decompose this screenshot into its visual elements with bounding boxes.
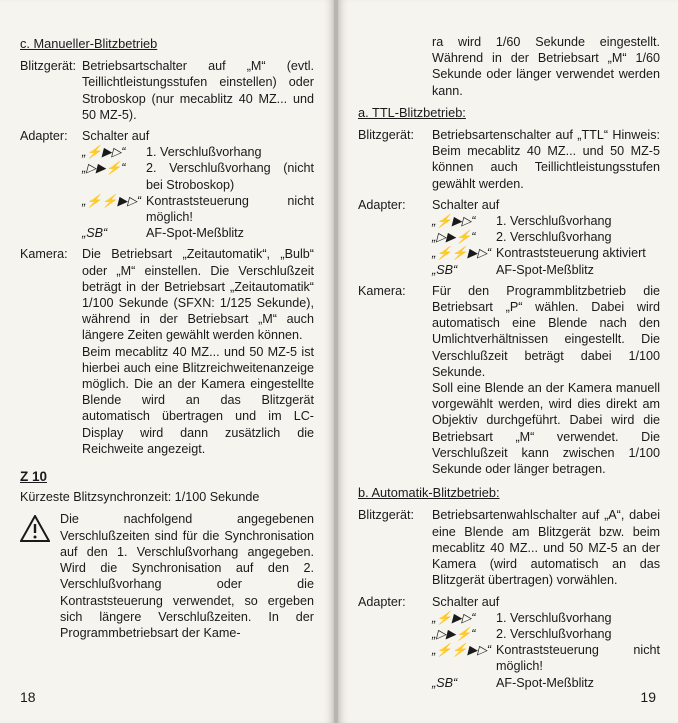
adapter-symbol: „▷▶⚡“ [432, 230, 476, 245]
adapter-symbol: „SB“ [432, 675, 458, 690]
kamera-text: Die Betriebsart „Zeitautomatik“, „Bulb“ oder „M“ einstellen. Die Verschlußzeit beträgt in der Betriebsart „Zeitautomatik“ 1/100 Sekunde (SFXN: 1/125 Sekunde), während in der Betriebsart „M“ auch längere Zeiten gewählt werden können. [82, 247, 314, 343]
warning-triangle-icon [20, 511, 60, 641]
adapter-item [432, 675, 660, 691]
adapter-list-b [432, 594, 660, 691]
blitzgeraet-text-a: Betriebsartenschalter auf „TTL“ Hinweis: Beim mecablitz 40 MZ... und 50 MZ-5 können auch Teillichtleistungsstufen gewählt werden. [432, 128, 660, 191]
adapter-symbol: „▷▶⚡“ [432, 626, 476, 641]
blitzgeraet-row [20, 58, 314, 123]
adapter-symbol: „▷▶⚡“ [82, 161, 126, 176]
adapter-item [432, 213, 660, 229]
warning-text: Die nachfolgend angegebenen Verschlußzeiten sind für die Synchronisation auf den 1. Verschlußvorhang angegeben. Wird die Synchronisation auf den 2. Verschlußvorhang oder die Kontraststeuerung verwendet, so ergeben sich längere Verschlußzeiten. In der Programmbetriebsart der Kame- [60, 512, 314, 640]
kamera-text-block [82, 246, 314, 457]
adapter-desc: 1. Verschlußvorhang [146, 145, 262, 160]
adapter-desc: AF-Spot-Meßblitz [146, 226, 244, 241]
adapter-row-a [358, 197, 660, 278]
adapter-label: Adapter: [358, 594, 406, 609]
section-heading-a: a. TTL-Blitzbetrieb: [358, 104, 466, 120]
warning-block [20, 511, 314, 641]
adapter-symbol: „⚡⚡▶▷“ [82, 193, 142, 208]
kamera-text-2: Beim mecablitz 40 MZ... und 50 MZ-5 ist hierbei auch eine Blitzreichweitenanzeige möglich. Die an der Kamera eingestellte Blende wird an das Blitzgerät automatisch übertragen und im LC-Display wird dann zusätzlich die Reichweite angezeigt. [82, 344, 314, 456]
page-right [338, 0, 678, 723]
adapter-symbol: „⚡⚡▶▷“ [432, 643, 492, 658]
adapter-item [82, 225, 314, 241]
adapter-desc: Kontraststeuerung nicht möglich! [496, 643, 660, 674]
adapter-desc: 2. Verschlußvorhang [496, 626, 612, 641]
adapter-head: Schalter auf [82, 129, 150, 144]
adapter-item [432, 626, 660, 642]
blitzgeraet-label: Blitzgerät: [358, 128, 414, 143]
adapter-head: Schalter auf [432, 594, 500, 609]
adapter-desc: 1. Verschlußvorhang [496, 214, 612, 229]
adapter-desc: AF-Spot-Meßblitz [496, 675, 594, 690]
continuation-text: ra wird 1/60 Sekunde eingestellt. Während in der Betriebsart „M“ 1/60 Sekunde oder länger verwendet werden kann. [432, 35, 660, 98]
blitzgeraet-text-b: Betriebsartenwahlschalter auf „A“, dabei eine Blende am Blitzgerät bzw. beim mecablitz 40 MZ... und 50 MZ-5 an der Kamera (wird automatisch an das Blitzgerät übertragen) vorwählen. [432, 508, 660, 588]
blitzgeraet-label: Blitzgerät: [358, 508, 414, 523]
kamera-text-a: Für den Programmblitzbetrieb die Betriebsart „P“ wählen. Dabei wird automatisch eine Blende nach den Umlichtverhältnissen eingestellt. Die Verschlußzeit beträgt dabei 1/100 Sekunde. [432, 283, 660, 379]
kamera-row-a [358, 283, 660, 477]
adapter-list-a [432, 197, 660, 278]
adapter-desc: 1. Verschlußvorhang [496, 610, 612, 625]
blitzgeraet-row-b [358, 507, 660, 588]
adapter-item [82, 160, 314, 192]
adapter-desc: Kontraststeuerung nicht möglich! [146, 193, 314, 225]
page-number-left: 18 [20, 688, 36, 705]
kamera-text-block-a [432, 283, 660, 477]
page-number-right: 19 [640, 688, 656, 705]
kamera-label: Kamera: [358, 283, 406, 298]
adapter-symbol: „SB“ [432, 262, 458, 277]
adapter-symbol: „⚡▶▷“ [82, 145, 126, 160]
blitzgeraet-text: Betriebsartschalter auf „M“ (evtl. Teillichtleistungsstufen einstellen) oder Stroboskop (nur mecablitz 40 MZ... und 50 MZ-5). [82, 59, 314, 122]
blitzgeraet-label: Blitzgerät: [20, 59, 76, 74]
adapter-head: Schalter auf [432, 197, 500, 212]
adapter-row-b [358, 594, 660, 691]
adapter-symbol: „⚡▶▷“ [432, 214, 476, 229]
adapter-symbol: „SB“ [82, 226, 108, 241]
adapter-label: Adapter: [20, 129, 68, 144]
adapter-row [20, 128, 314, 241]
adapter-list [82, 128, 314, 241]
adapter-item [432, 229, 660, 245]
section-heading-c: c. Manueller-Blitzbetrieb [20, 36, 158, 51]
adapter-item [432, 610, 660, 626]
sync-line: Kürzeste Blitzsynchronzeit: 1/100 Sekunde [20, 490, 260, 505]
adapter-desc: AF-Spot-Meßblitz [496, 262, 594, 277]
adapter-symbol: „⚡⚡▶▷“ [432, 246, 492, 261]
kamera-text-a2: Soll eine Blende an der Kamera manuell vorgewählt werden, wird dies direkt am Objektiv durchgeführt. Dabei wird die Betriebsart „M“ verwendet. Die Verschlußzeit kann zwischen 1/100 Sekunde oder länger betragen. [432, 381, 660, 477]
adapter-desc: 2. Verschlußvorhang (nicht bei Stroboskop) [146, 161, 314, 192]
adapter-item [432, 245, 660, 261]
z10-heading: Z 10 [20, 469, 48, 485]
section-heading-b: b. Automatik-Blitzbetrieb: [358, 485, 500, 501]
page-left [0, 0, 334, 723]
blitzgeraet-row-a [358, 127, 660, 192]
adapter-desc: 2. Verschlußvorhang [496, 230, 612, 245]
adapter-item [82, 144, 314, 160]
adapter-label: Adapter: [358, 197, 406, 212]
adapter-item [432, 262, 660, 278]
adapter-desc: Kontraststeuerung aktiviert [496, 246, 646, 261]
kamera-label: Kamera: [20, 247, 68, 262]
kamera-row [20, 246, 314, 457]
adapter-item [82, 193, 314, 225]
adapter-symbol: „⚡▶▷“ [432, 610, 476, 625]
adapter-item [432, 642, 660, 674]
